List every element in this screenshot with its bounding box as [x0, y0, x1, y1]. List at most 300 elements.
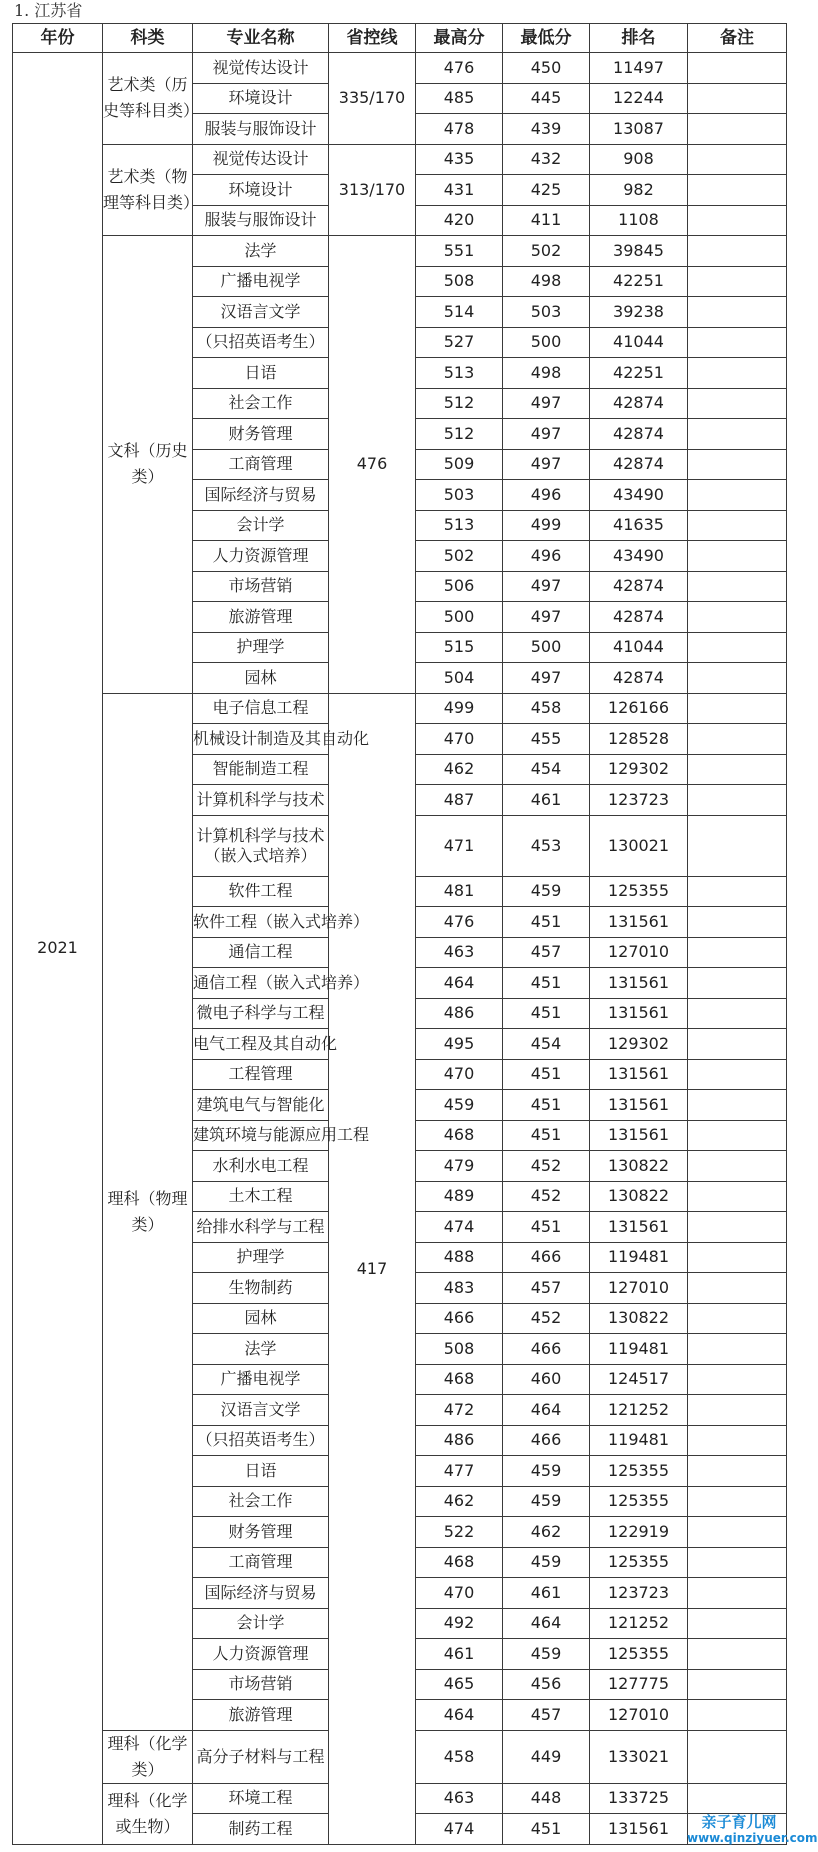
min-score-cell: 454 [503, 754, 590, 785]
table-row [13, 144, 787, 175]
min-score-cell: 451 [503, 998, 590, 1029]
max-score-cell: 485 [416, 83, 503, 114]
min-score-cell: 466 [503, 1242, 590, 1273]
remark-cell [688, 1730, 787, 1783]
major-cell: 生物制药 [193, 1273, 329, 1304]
rank-cell: 123723 [590, 1578, 688, 1609]
rank-cell: 39845 [590, 236, 688, 267]
major-cell: 智能制造工程 [193, 754, 329, 785]
max-score-cell: 458 [416, 1730, 503, 1783]
remark-cell [688, 510, 787, 541]
max-score-cell: 476 [416, 53, 503, 84]
remark-cell [688, 83, 787, 114]
max-score-cell: 504 [416, 663, 503, 694]
year-cell: 2021 [13, 53, 103, 1845]
max-score-cell: 513 [416, 510, 503, 541]
min-score-cell: 461 [503, 1578, 590, 1609]
rank-cell: 908 [590, 144, 688, 175]
rank-cell: 11497 [590, 53, 688, 84]
min-score-cell: 500 [503, 632, 590, 663]
rank-cell: 41044 [590, 632, 688, 663]
remark-cell [688, 1425, 787, 1456]
max-score-cell: 476 [416, 907, 503, 938]
remark-cell [688, 1120, 787, 1151]
major-cell: 人力资源管理 [193, 1639, 329, 1670]
rank-cell: 131561 [590, 907, 688, 938]
min-score-cell: 453 [503, 815, 590, 876]
rank-cell: 42874 [590, 449, 688, 480]
major-cell: 法学 [193, 236, 329, 267]
remark-cell [688, 876, 787, 907]
rank-cell: 42251 [590, 358, 688, 389]
remark-cell [688, 419, 787, 450]
min-score-cell: 497 [503, 602, 590, 633]
remark-cell [688, 1181, 787, 1212]
major-cell: 软件工程 [193, 876, 329, 907]
rank-cell: 130021 [590, 815, 688, 876]
min-score-cell: 451 [503, 1120, 590, 1151]
max-score-cell: 479 [416, 1151, 503, 1182]
min-score-cell: 451 [503, 907, 590, 938]
header-row [13, 24, 787, 53]
major-cell: 财务管理 [193, 1517, 329, 1548]
category-cell: 理科（化学类） [103, 1730, 193, 1783]
major-cell: 社会工作 [193, 388, 329, 419]
max-score-cell: 512 [416, 419, 503, 450]
major-cell: 汉语言文学 [193, 297, 329, 328]
max-score-cell: 499 [416, 693, 503, 724]
min-score-cell: 445 [503, 83, 590, 114]
remark-cell [688, 1486, 787, 1517]
remark-cell [688, 937, 787, 968]
remark-cell [688, 907, 787, 938]
rank-cell: 131561 [590, 1120, 688, 1151]
rank-cell: 126166 [590, 693, 688, 724]
max-score-cell: 468 [416, 1364, 503, 1395]
rank-cell: 121252 [590, 1395, 688, 1426]
min-score-cell: 425 [503, 175, 590, 206]
min-score-cell: 464 [503, 1395, 590, 1426]
rank-cell: 125355 [590, 1639, 688, 1670]
max-score-cell: 463 [416, 937, 503, 968]
min-score-cell: 458 [503, 693, 590, 724]
rank-cell: 42874 [590, 388, 688, 419]
max-score-cell: 471 [416, 815, 503, 876]
rank-cell: 1108 [590, 205, 688, 236]
rank-cell: 41635 [590, 510, 688, 541]
major-cell: 环境设计 [193, 175, 329, 206]
major-cell: 建筑电气与智能化 [193, 1090, 329, 1121]
major-cell: 电气工程及其自动化 [193, 1029, 329, 1060]
min-score-cell: 497 [503, 449, 590, 480]
max-score-cell: 462 [416, 1486, 503, 1517]
max-score-cell: 474 [416, 1814, 503, 1845]
major-cell: 国际经济与贸易 [193, 480, 329, 511]
major-cell: （只招英语考生） [193, 327, 329, 358]
max-score-cell: 502 [416, 541, 503, 572]
max-score-cell: 459 [416, 1090, 503, 1121]
major-cell: 广播电视学 [193, 1364, 329, 1395]
min-score-cell: 448 [503, 1783, 590, 1814]
category-cell: 艺术类（物理等科目类） [103, 144, 193, 236]
page-caption: 1. 江苏省 [14, 1, 83, 20]
min-score-cell: 432 [503, 144, 590, 175]
major-cell: 计算机科学与技术 [193, 785, 329, 816]
rank-cell: 129302 [590, 754, 688, 785]
major-cell: 旅游管理 [193, 602, 329, 633]
remark-cell [688, 1783, 787, 1814]
remark-cell [688, 205, 787, 236]
column-header: 排名 [590, 24, 688, 53]
remark-cell [688, 632, 787, 663]
major-cell: 视觉传达设计 [193, 144, 329, 175]
max-score-cell: 513 [416, 358, 503, 389]
rank-cell: 130822 [590, 1303, 688, 1334]
rank-cell: 119481 [590, 1242, 688, 1273]
major-cell: 环境工程 [193, 1783, 329, 1814]
control-line-cell: 313/170 [329, 144, 416, 236]
rank-cell: 42874 [590, 571, 688, 602]
rank-cell: 131561 [590, 1059, 688, 1090]
min-score-cell: 459 [503, 1547, 590, 1578]
rank-cell: 42251 [590, 266, 688, 297]
major-cell: 日语 [193, 358, 329, 389]
min-score-cell: 451 [503, 1212, 590, 1243]
max-score-cell: 474 [416, 1212, 503, 1243]
remark-cell [688, 1517, 787, 1548]
column-header: 科类 [103, 24, 193, 53]
max-score-cell: 462 [416, 754, 503, 785]
max-score-cell: 472 [416, 1395, 503, 1426]
remark-cell [688, 1669, 787, 1700]
control-line-cell: 417 [329, 693, 416, 1844]
major-cell: 软件工程（嵌入式培养） [193, 907, 329, 938]
column-header: 年份 [13, 24, 103, 53]
min-score-cell: 460 [503, 1364, 590, 1395]
min-score-cell: 455 [503, 724, 590, 755]
max-score-cell: 478 [416, 114, 503, 145]
remark-cell [688, 1334, 787, 1365]
min-score-cell: 498 [503, 266, 590, 297]
column-header: 备注 [688, 24, 787, 53]
remark-cell [688, 144, 787, 175]
column-header: 专业名称 [193, 24, 329, 53]
rank-cell: 124517 [590, 1364, 688, 1395]
max-score-cell: 487 [416, 785, 503, 816]
remark-cell [688, 1547, 787, 1578]
rank-cell: 42874 [590, 419, 688, 450]
remark-cell [688, 1700, 787, 1731]
major-cell: 会计学 [193, 510, 329, 541]
max-score-cell: 503 [416, 480, 503, 511]
major-cell: 视觉传达设计 [193, 53, 329, 84]
rank-cell: 119481 [590, 1425, 688, 1456]
min-score-cell: 503 [503, 297, 590, 328]
min-score-cell: 466 [503, 1425, 590, 1456]
major-cell: 计算机科学与技术（嵌入式培养） [193, 815, 329, 876]
min-score-cell: 457 [503, 1273, 590, 1304]
remark-cell [688, 1578, 787, 1609]
remark-cell [688, 1029, 787, 1060]
min-score-cell: 497 [503, 388, 590, 419]
rank-cell: 41044 [590, 327, 688, 358]
min-score-cell: 449 [503, 1730, 590, 1783]
major-cell: 土木工程 [193, 1181, 329, 1212]
control-line-cell: 476 [329, 236, 416, 694]
watermark-title: 亲子育儿网 [701, 1813, 777, 1831]
rank-cell: 121252 [590, 1608, 688, 1639]
category-cell: 艺术类（历史等科目类） [103, 53, 193, 145]
max-score-cell: 468 [416, 1120, 503, 1151]
rank-cell: 133021 [590, 1730, 688, 1783]
min-score-cell: 452 [503, 1181, 590, 1212]
max-score-cell: 435 [416, 144, 503, 175]
rank-cell: 125355 [590, 1547, 688, 1578]
max-score-cell: 495 [416, 1029, 503, 1060]
max-score-cell: 465 [416, 1669, 503, 1700]
rank-cell: 127010 [590, 937, 688, 968]
max-score-cell: 477 [416, 1456, 503, 1487]
max-score-cell: 463 [416, 1783, 503, 1814]
rank-cell: 12244 [590, 83, 688, 114]
remark-cell [688, 53, 787, 84]
remark-cell [688, 480, 787, 511]
rank-cell: 131561 [590, 968, 688, 999]
rank-cell: 43490 [590, 480, 688, 511]
remark-cell [688, 541, 787, 572]
major-cell: 工程管理 [193, 1059, 329, 1090]
major-cell: 会计学 [193, 1608, 329, 1639]
major-cell: 人力资源管理 [193, 541, 329, 572]
min-score-cell: 411 [503, 205, 590, 236]
min-score-cell: 459 [503, 1456, 590, 1487]
min-score-cell: 451 [503, 968, 590, 999]
min-score-cell: 466 [503, 1334, 590, 1365]
major-cell: 广播电视学 [193, 266, 329, 297]
remark-cell [688, 754, 787, 785]
min-score-cell: 452 [503, 1303, 590, 1334]
category-cell: 理科（物理类） [103, 693, 193, 1730]
min-score-cell: 496 [503, 480, 590, 511]
max-score-cell: 492 [416, 1608, 503, 1639]
remark-cell [688, 1364, 787, 1395]
rank-cell: 42874 [590, 663, 688, 694]
min-score-cell: 456 [503, 1669, 590, 1700]
remark-cell [688, 785, 787, 816]
table-body [13, 53, 787, 1845]
min-score-cell: 498 [503, 358, 590, 389]
min-score-cell: 450 [503, 53, 590, 84]
max-score-cell: 488 [416, 1242, 503, 1273]
max-score-cell: 466 [416, 1303, 503, 1334]
rank-cell: 130822 [590, 1181, 688, 1212]
category-cell: 文科（历史类） [103, 236, 193, 694]
major-cell: 建筑环境与能源应用工程 [193, 1120, 329, 1151]
table-row [13, 53, 787, 84]
rank-cell: 131561 [590, 998, 688, 1029]
min-score-cell: 496 [503, 541, 590, 572]
major-cell: 护理学 [193, 632, 329, 663]
min-score-cell: 457 [503, 937, 590, 968]
major-cell: 旅游管理 [193, 1700, 329, 1731]
remark-cell [688, 297, 787, 328]
major-cell: 服装与服饰设计 [193, 114, 329, 145]
remark-cell [688, 571, 787, 602]
major-cell: 护理学 [193, 1242, 329, 1273]
remark-cell [688, 1151, 787, 1182]
max-score-cell: 468 [416, 1547, 503, 1578]
max-score-cell: 500 [416, 602, 503, 633]
max-score-cell: 470 [416, 1578, 503, 1609]
site-watermark [687, 1813, 818, 1848]
min-score-cell: 461 [503, 785, 590, 816]
remark-cell [688, 114, 787, 145]
max-score-cell: 464 [416, 968, 503, 999]
rank-cell: 130822 [590, 1151, 688, 1182]
remark-cell [688, 663, 787, 694]
rank-cell: 127010 [590, 1700, 688, 1731]
min-score-cell: 497 [503, 663, 590, 694]
min-score-cell: 502 [503, 236, 590, 267]
max-score-cell: 515 [416, 632, 503, 663]
rank-cell: 131561 [590, 1212, 688, 1243]
min-score-cell: 459 [503, 1486, 590, 1517]
rank-cell: 39238 [590, 297, 688, 328]
rank-cell: 119481 [590, 1334, 688, 1365]
max-score-cell: 489 [416, 1181, 503, 1212]
rank-cell: 125355 [590, 1456, 688, 1487]
rank-cell: 131561 [590, 1090, 688, 1121]
rank-cell: 123723 [590, 785, 688, 816]
min-score-cell: 459 [503, 1639, 590, 1670]
major-cell: 机械设计制造及其自动化 [193, 724, 329, 755]
max-score-cell: 551 [416, 236, 503, 267]
remark-cell [688, 602, 787, 633]
max-score-cell: 486 [416, 998, 503, 1029]
rank-cell: 125355 [590, 1486, 688, 1517]
max-score-cell: 508 [416, 266, 503, 297]
major-cell: 给排水科学与工程 [193, 1212, 329, 1243]
max-score-cell: 470 [416, 724, 503, 755]
major-cell: 国际经济与贸易 [193, 1578, 329, 1609]
major-cell: 工商管理 [193, 449, 329, 480]
max-score-cell: 512 [416, 388, 503, 419]
remark-cell [688, 1395, 787, 1426]
column-header: 最低分 [503, 24, 590, 53]
remark-cell [688, 1059, 787, 1090]
remark-cell [688, 1273, 787, 1304]
remark-cell [688, 1242, 787, 1273]
max-score-cell: 514 [416, 297, 503, 328]
remark-cell [688, 449, 787, 480]
column-header: 最高分 [416, 24, 503, 53]
rank-cell: 129302 [590, 1029, 688, 1060]
min-score-cell: 497 [503, 571, 590, 602]
major-cell: 环境设计 [193, 83, 329, 114]
min-score-cell: 497 [503, 419, 590, 450]
major-cell: 电子信息工程 [193, 693, 329, 724]
major-cell: 社会工作 [193, 1486, 329, 1517]
max-score-cell: 486 [416, 1425, 503, 1456]
control-line-cell: 335/170 [329, 53, 416, 145]
min-score-cell: 452 [503, 1151, 590, 1182]
min-score-cell: 500 [503, 327, 590, 358]
table-row [13, 236, 787, 267]
min-score-cell: 451 [503, 1090, 590, 1121]
remark-cell [688, 236, 787, 267]
major-cell: 通信工程（嵌入式培养） [193, 968, 329, 999]
major-cell: 市场营销 [193, 1669, 329, 1700]
rank-cell: 127775 [590, 1669, 688, 1700]
major-cell: 日语 [193, 1456, 329, 1487]
major-cell: 工商管理 [193, 1547, 329, 1578]
max-score-cell: 508 [416, 1334, 503, 1365]
remark-cell [688, 1090, 787, 1121]
max-score-cell: 483 [416, 1273, 503, 1304]
major-cell: 水利水电工程 [193, 1151, 329, 1182]
major-cell: 法学 [193, 1334, 329, 1365]
rank-cell: 127010 [590, 1273, 688, 1304]
max-score-cell: 431 [416, 175, 503, 206]
min-score-cell: 464 [503, 1608, 590, 1639]
remark-cell [688, 175, 787, 206]
rank-cell: 128528 [590, 724, 688, 755]
remark-cell [688, 327, 787, 358]
min-score-cell: 462 [503, 1517, 590, 1548]
remark-cell [688, 1639, 787, 1670]
max-score-cell: 461 [416, 1639, 503, 1670]
remark-cell [688, 1303, 787, 1334]
column-header: 省控线 [329, 24, 416, 53]
max-score-cell: 464 [416, 1700, 503, 1731]
remark-cell [688, 724, 787, 755]
max-score-cell: 481 [416, 876, 503, 907]
max-score-cell: 527 [416, 327, 503, 358]
major-cell: 高分子材料与工程 [193, 1730, 329, 1783]
rank-cell: 131561 [590, 1814, 688, 1845]
remark-cell [688, 693, 787, 724]
max-score-cell: 506 [416, 571, 503, 602]
major-cell: 通信工程 [193, 937, 329, 968]
admission-score-table [12, 23, 787, 1845]
min-score-cell: 457 [503, 1700, 590, 1731]
rank-cell: 13087 [590, 114, 688, 145]
rank-cell: 42874 [590, 602, 688, 633]
min-score-cell: 499 [503, 510, 590, 541]
rank-cell: 43490 [590, 541, 688, 572]
remark-cell [688, 358, 787, 389]
remark-cell [688, 1608, 787, 1639]
min-score-cell: 459 [503, 876, 590, 907]
min-score-cell: 454 [503, 1029, 590, 1060]
remark-cell [688, 1212, 787, 1243]
category-cell: 理科（化学或生物） [103, 1783, 193, 1844]
max-score-cell: 522 [416, 1517, 503, 1548]
major-cell: 财务管理 [193, 419, 329, 450]
major-cell: （只招英语考生） [193, 1425, 329, 1456]
remark-cell [688, 266, 787, 297]
major-cell: 园林 [193, 1303, 329, 1334]
major-cell: 服装与服饰设计 [193, 205, 329, 236]
watermark-url: www.qinziyuer.com [687, 1831, 818, 1845]
major-cell: 园林 [193, 663, 329, 694]
remark-cell [688, 968, 787, 999]
major-cell: 微电子科学与工程 [193, 998, 329, 1029]
rank-cell: 125355 [590, 876, 688, 907]
rank-cell: 122919 [590, 1517, 688, 1548]
max-score-cell: 470 [416, 1059, 503, 1090]
min-score-cell: 451 [503, 1059, 590, 1090]
